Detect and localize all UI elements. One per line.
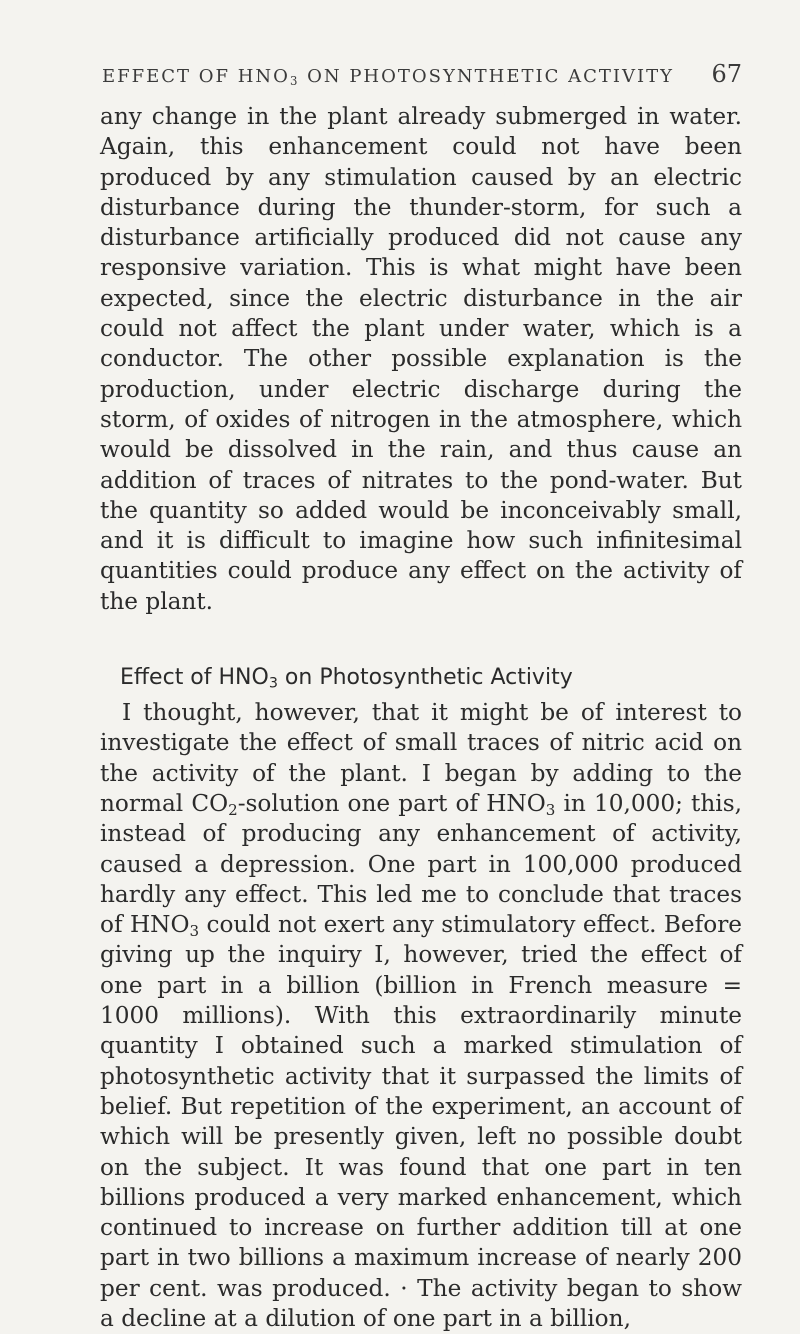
running-head: [100, 60, 742, 88]
book-page: [100, 60, 742, 1334]
page-number: 67: [711, 60, 742, 88]
running-head-title: EFFECT OF $HNO_3$ ON PHOTOSYNTHETIC ACTIVITY: [102, 66, 674, 88]
paragraph-continued: any change in the plant already submerged in water. Again, this enhancement could not have been produced by any stimulation caused by an electric disturbance during the thunder-storm, for such a disturbance artificially produced did not cause any responsive variation. This is what might have been expected, since the electric disturbance in the air could not affect the plant under water, which is a conductor. The other possible explanation is the production, under electric discharge during the storm, of oxides of nitrogen in the atmosphere, which would be dissolved in the rain, and thus cause an addition of traces of nitrates to the pond-water. But the quantity so added would be inconceivably small, and it is difficult to imagine how such infinitesimal quantities could produce any effect on the activity of the plant.: [100, 103, 742, 615]
section-heading: Effect of $HNO_3$ on Photosynthetic Activity: [120, 665, 573, 692]
paragraph-nitric-acid: I thought, however, that it might be of interest to investigate the effect of small traces of nitric acid on the activity of the plant. I began by adding to the normal $CO_2$-solution one part of $HNO_3$ in 10,000; this, instead of producing any enhancement of activity, caused a depression. One part in 100,000 produced hardly any effect. This led me to conclude that traces of $HNO_3$ could not exert any stimulatory effect. Before giving up the inquiry I, however, tried the effect of one part in a billion (billion in French measure = 1000 millions). With this extraordinarily minute quantity I obtained such a marked stimulation of photosynthetic activity that it surpassed the limits of belief. But repetition of the experiment, an account of which will be presently given, left no possible doubt on the subject. It was found that one part in ten billions produced a very marked enhancement, which continued to increase on further addition till at one part in two billions a maximum increase of nearly 200 per cent. was produced. · The activity began to show a decline at a dilution of one part in a billion,: [100, 699, 742, 1332]
